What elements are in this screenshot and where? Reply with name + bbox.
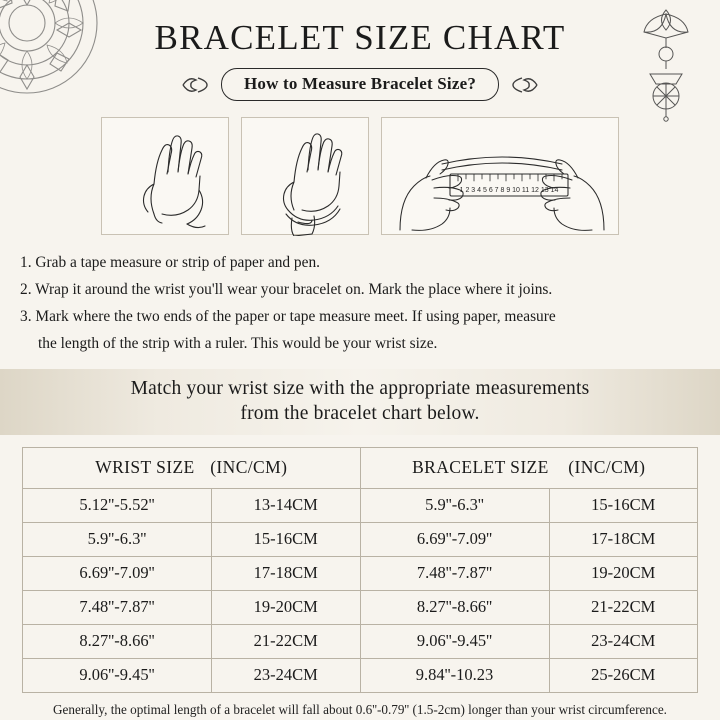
illustration-hands-measuring-with-ruler [381,117,619,235]
header-bracelet-size [360,447,698,488]
cell-wrist-inch: 8.27''-8.66'' [23,624,212,658]
header-wrist-unit: (INC/CM) [210,456,288,477]
step-3: 3. Mark where the two ends of the paper or tape measure meet. If using paper, measure [20,307,556,325]
subtitle-row [0,68,720,101]
flourish-right-icon [509,74,539,96]
subtitle-pill: How to Measure Bracelet Size? [221,68,499,101]
step-1: 1. Grab a tape measure or strip of paper and pen. [20,254,320,271]
illustration-hand-wrapped-tape [241,117,369,235]
flourish-left-icon [181,74,211,96]
step-2: 2. Wrap it around the wrist you'll wear your bracelet on. Mark the place where it joins. [20,280,553,298]
ruler-tick-labels: 1 2 3 4 5 6 7 8 9 10 11 12 13 14 [459,187,559,194]
cell-wrist-inch: 7.48''-7.87'' [23,590,212,624]
size-chart-table [22,447,698,693]
header-wrist-title: WRIST SIZE [95,456,195,477]
cell-wrist-inch: 5.12''-5.52'' [23,488,212,522]
cell-wrist-cm: 19-20CM [212,590,361,624]
cell-bracelet-cm: 23-24CM [549,624,698,658]
page-title: BRACELET SIZE CHART [154,18,566,57]
header-bracelet-unit: (INC/CM) [568,456,646,477]
cell-bracelet-cm: 15-16CM [549,488,698,522]
cell-bracelet-inch: 5.9''-6.3'' [360,488,549,522]
table-row [23,556,698,590]
cell-bracelet-inch: 7.48''-7.87'' [360,556,549,590]
header-wrist-size [23,447,361,488]
table-row [23,624,698,658]
header-bracelet-title: BRACELET SIZE [412,456,549,477]
cell-wrist-cm: 17-18CM [212,556,361,590]
cell-bracelet-cm: 25-26CM [549,658,698,692]
cell-bracelet-inch: 9.06''-9.45'' [360,624,549,658]
table-row [23,658,698,692]
cell-bracelet-cm: 21-22CM [549,590,698,624]
cell-wrist-inch: 6.69''-7.09'' [23,556,212,590]
footnote: Generally, the optimal length of a bracelet will fall about 0.6''-0.79'' (1.5-2cm) longer than your wrist circumference. [53,701,667,717]
table-header-row [23,447,698,488]
match-size-banner [0,369,720,435]
cell-wrist-cm: 21-22CM [212,624,361,658]
table-row [23,590,698,624]
cell-wrist-inch: 5.9''-6.3'' [23,522,212,556]
table-row [23,522,698,556]
cell-wrist-cm: 23-24CM [212,658,361,692]
cell-bracelet-cm: 17-18CM [549,522,698,556]
cell-bracelet-inch: 6.69''-7.09'' [360,522,549,556]
cell-bracelet-inch: 9.84''-10.23 [360,658,549,692]
banner-line-1: Match your wrist size with the appropriate measurements [130,378,590,400]
banner-line-2: from the bracelet chart below. [240,402,480,424]
cell-wrist-inch: 9.06''-9.45'' [23,658,212,692]
step-3-continued: the length of the strip with a ruler. This would be your wrist size. [38,334,438,352]
cell-wrist-cm: 15-16CM [212,522,361,556]
cell-bracelet-inch: 8.27''-8.66'' [360,590,549,624]
cell-bracelet-cm: 19-20CM [549,556,698,590]
table-row [23,488,698,522]
cell-wrist-cm: 13-14CM [212,488,361,522]
illustration-hand-with-tape-start [101,117,229,235]
illustration-row [0,117,720,235]
measure-steps-list [0,251,720,357]
